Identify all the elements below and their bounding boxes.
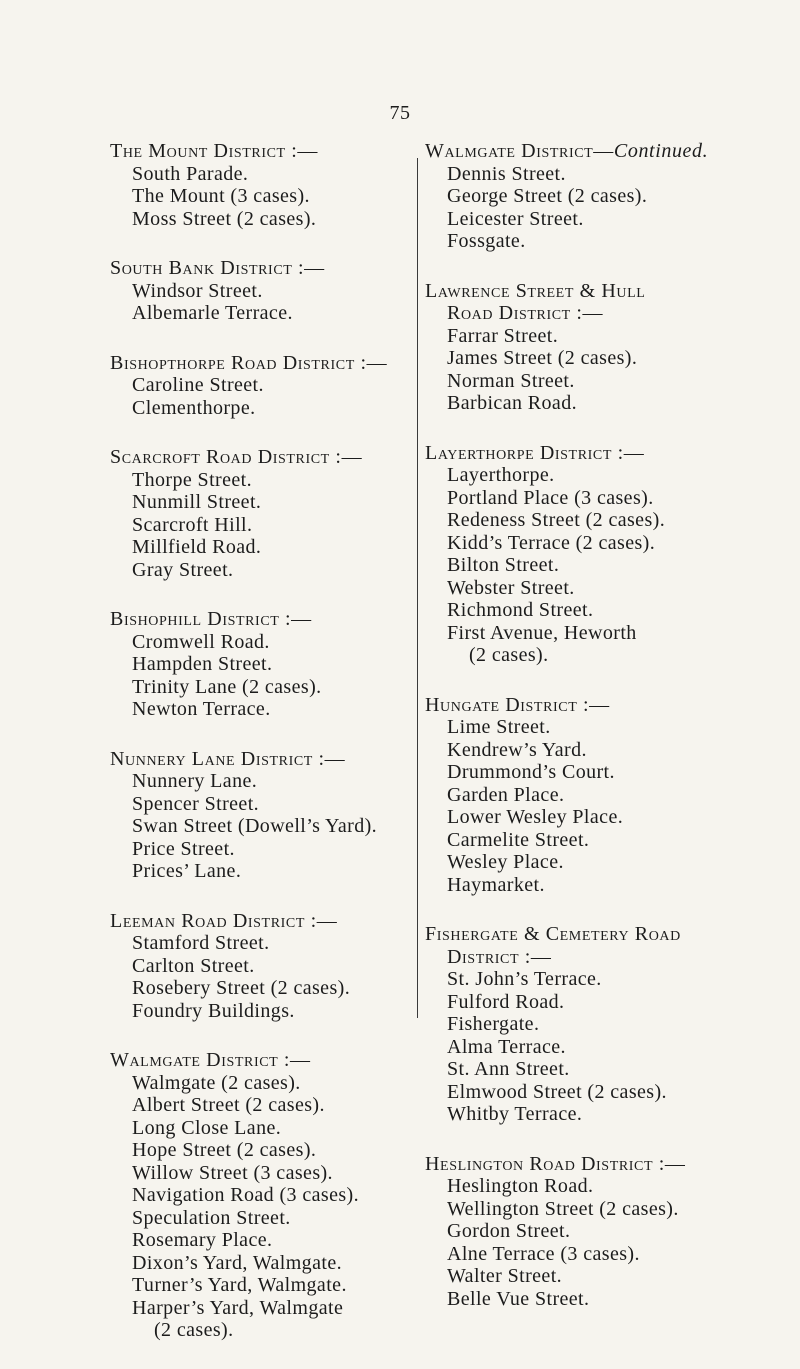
district-heading: Bishopthorpe Road District :— <box>110 351 388 374</box>
district-heading-tail: Road District :— <box>447 302 604 324</box>
street-item: Walter Street. <box>447 1265 563 1287</box>
district-section <box>425 694 785 897</box>
street-item: Dixon’s Yard, Walmgate. <box>132 1251 342 1274</box>
street-item-continuation: (2 cases). <box>469 644 549 666</box>
street-item: Alma Terrace. <box>447 1035 566 1058</box>
district-heading: Leeman Road District :— <box>110 909 338 932</box>
street-item: Willow Street (3 cases). <box>132 1161 333 1184</box>
district-heading: Hungate District :— <box>425 693 610 716</box>
street-item: Carmelite Street. <box>447 828 590 851</box>
street-item: Haymarket. <box>447 873 545 896</box>
street-item: James Street (2 cases). <box>447 347 638 369</box>
street-item-text: Harper’s Yard, Walmgate <box>132 1296 344 1319</box>
street-item: Gordon Street. <box>447 1220 571 1242</box>
district-section <box>110 910 415 1023</box>
street-item: Scarcroft Hill. <box>132 513 253 536</box>
street-item: Fishergate. <box>447 1013 540 1035</box>
street-item: Turner’s Yard, Walmgate. <box>132 1274 347 1296</box>
street-item: Leicester Street. <box>447 207 584 230</box>
district-section <box>110 446 415 581</box>
street-item: Caroline Street. <box>132 374 264 396</box>
street-item: Barbican Road. <box>447 392 578 414</box>
district-heading <box>425 923 785 968</box>
street-item: Moss Street (2 cases). <box>132 207 317 230</box>
street-item: Windsor Street. <box>132 279 263 302</box>
street-item: Carlton Street. <box>132 954 255 977</box>
street-item: Walmgate (2 cases). <box>132 1071 301 1094</box>
district-heading: South Bank District :— <box>110 257 325 279</box>
street-item: Navigation Road (3 cases). <box>132 1184 360 1206</box>
street-item: Nunmill Street. <box>132 491 262 513</box>
street-item <box>110 1297 415 1342</box>
street-item: Hampden Street. <box>132 653 273 675</box>
street-item: Speculation Street. <box>132 1206 291 1229</box>
district-heading <box>425 140 785 163</box>
street-item: Fossgate. <box>447 230 526 252</box>
street-item: Garden Place. <box>447 783 565 806</box>
street-item: Long Close Lane. <box>132 1116 282 1139</box>
district-section <box>110 608 415 721</box>
street-item: Redeness Street (2 cases). <box>447 509 666 531</box>
street-item: Albemarle Terrace. <box>132 302 293 324</box>
street-item: Prices’ Lane. <box>132 860 242 882</box>
street-item: Farrar Street. <box>447 324 559 347</box>
street-item: Belle Vue Street. <box>447 1287 590 1310</box>
district-heading: The Mount District :— <box>110 140 319 162</box>
street-item: Rosemary Place. <box>132 1229 273 1251</box>
street-item: Thorpe Street. <box>132 468 253 491</box>
street-item: Gray Street. <box>132 558 234 581</box>
street-item-text: First Avenue, Heworth <box>447 621 637 644</box>
street-item: Webster Street. <box>447 576 575 599</box>
street-item: Fulford Road. <box>447 990 565 1013</box>
street-item: The Mount (3 cases). <box>132 185 310 207</box>
district-heading: Heslington Road District :— <box>425 1152 686 1175</box>
district-heading: Scarcroft Road District :— <box>110 446 363 468</box>
district-section <box>425 1153 785 1311</box>
district-heading: Nunnery Lane District :— <box>110 747 346 770</box>
district-heading-text: Walmgate District— <box>425 140 614 162</box>
street-item: South Parade. <box>132 162 249 185</box>
street-item: Dennis Street. <box>447 162 566 185</box>
street-item: Cromwell Road. <box>132 630 270 653</box>
continued-label: Continued. <box>613 140 709 162</box>
district-heading: Walmgate District :— <box>110 1049 311 1071</box>
street-item: George Street (2 cases). <box>447 185 648 207</box>
district-heading: Bishophill District :— <box>110 608 312 630</box>
district-section <box>425 442 785 667</box>
district-section <box>110 748 415 883</box>
street-item: Portland Place (3 cases). <box>447 486 654 509</box>
street-item: Hope Street (2 cases). <box>132 1139 317 1161</box>
street-item: Spencer Street. <box>132 792 260 815</box>
street-item: St. Ann Street. <box>447 1058 570 1080</box>
street-item: Kidd’s Terrace (2 cases). <box>447 531 656 554</box>
street-item: Lime Street. <box>447 716 551 738</box>
street-item <box>425 622 785 667</box>
street-item: Kendrew’s Yard. <box>447 738 587 761</box>
street-item: Trinity Lane (2 cases). <box>132 675 322 698</box>
district-heading <box>425 280 785 325</box>
street-item: Alne Terrace (3 cases). <box>447 1242 640 1265</box>
district-heading: Layerthorpe District :— <box>425 441 645 464</box>
page-number: 75 <box>389 102 411 124</box>
district-heading-tail: District :— <box>447 945 552 968</box>
street-item: Wesley Place. <box>447 851 564 873</box>
street-item: Elmwood Street (2 cases). <box>447 1080 667 1103</box>
street-item: Bilton Street. <box>447 554 560 576</box>
district-section <box>110 140 415 230</box>
street-item: Heslington Road. <box>447 1175 594 1197</box>
street-item: Layerthorpe. <box>447 464 555 486</box>
street-item: Lower Wesley Place. <box>447 806 624 828</box>
district-section <box>425 140 785 253</box>
street-item: Millfield Road. <box>132 536 262 558</box>
right-column <box>425 140 785 1337</box>
street-item: Nunnery Lane. <box>132 770 258 792</box>
column-divider <box>417 158 418 1018</box>
district-section <box>110 257 415 325</box>
street-item-continuation: (2 cases). <box>154 1319 234 1341</box>
street-item: Albert Street (2 cases). <box>132 1094 325 1116</box>
street-item: Norman Street. <box>447 369 575 392</box>
street-item: Clementhorpe. <box>132 396 256 419</box>
district-heading-text: Lawrence Street & Hull <box>425 279 646 302</box>
district-section <box>425 280 785 415</box>
district-section <box>110 1049 415 1342</box>
district-section <box>110 352 415 420</box>
street-item: St. John’s Terrace. <box>447 968 602 990</box>
street-item: Rosebery Street (2 cases). <box>132 977 351 999</box>
street-item: Foundry Buildings. <box>132 999 295 1022</box>
street-item: Newton Terrace. <box>132 698 271 720</box>
street-item: Price Street. <box>132 837 235 860</box>
street-item: Whitby Terrace. <box>447 1103 583 1125</box>
street-item: Drummond’s Court. <box>447 761 615 783</box>
street-item: Swan Street (Dowell’s Yard). <box>132 815 378 837</box>
street-item: Richmond Street. <box>447 599 594 621</box>
district-section <box>425 923 785 1126</box>
street-item: Wellington Street (2 cases). <box>447 1197 679 1220</box>
left-column <box>110 140 415 1369</box>
district-heading-text: Fishergate & Cemetery Road <box>425 923 681 945</box>
street-item: Stamford Street. <box>132 932 270 954</box>
